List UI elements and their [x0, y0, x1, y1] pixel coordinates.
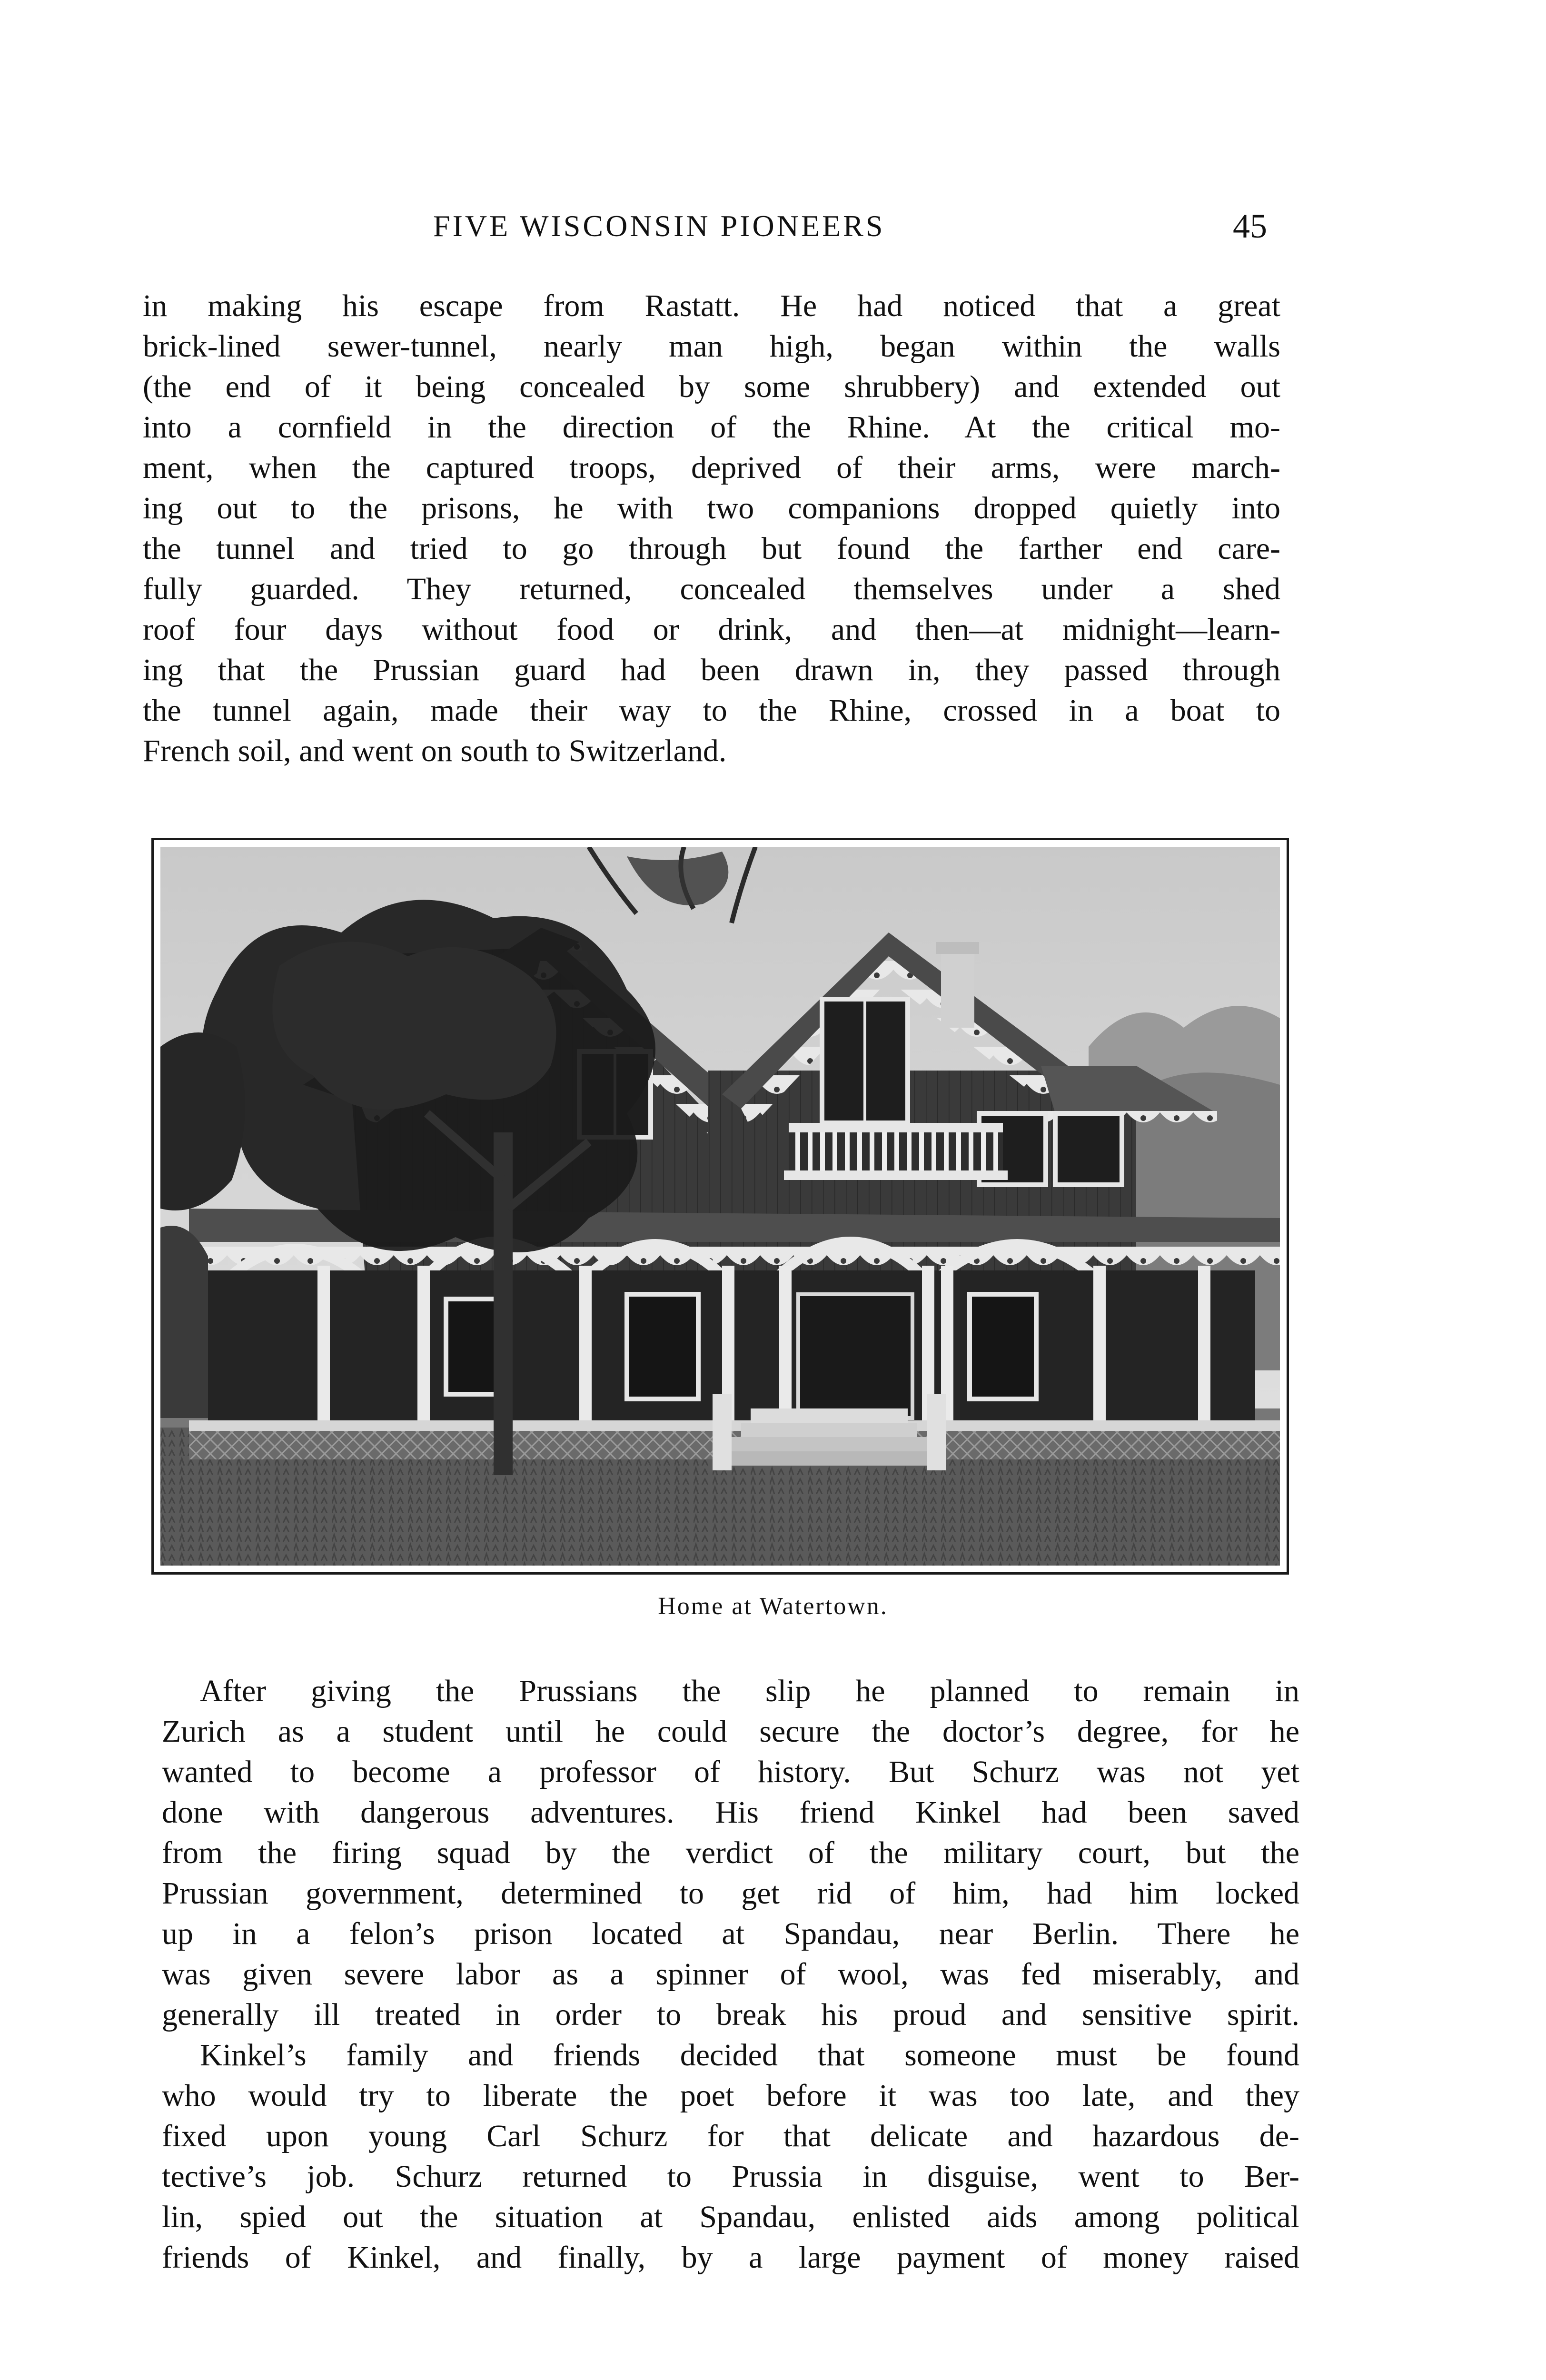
text-line: fully guarded. They returned, concealed themselves under a shed [143, 572, 1280, 606]
text-line: done with dangerous adventures. His friend Kinkel had been saved [162, 1795, 1299, 1830]
text-line: generally ill treated in order to break his proud and sensitive spirit. [162, 1997, 1299, 2032]
text-line: ment, when the captured troops, deprived of their arms, were march- [143, 450, 1280, 485]
page-number: 45 [1233, 207, 1267, 245]
running-title: FIVE WISCONSIN PIONEERS [433, 209, 885, 243]
text-line: up in a felon’s prison located at Spandau, near Berlin. There he [162, 1916, 1299, 1951]
text-line: the tunnel and tried to go through but found the farther end care- [143, 531, 1280, 566]
text-line: French soil, and went on south to Switzerland. [143, 734, 727, 768]
bottom-paragraphs [162, 1671, 1299, 2278]
text-line: brick-lined sewer-tunnel, nearly man high, began within the walls [143, 329, 1280, 364]
text-line: fixed upon young Carl Schurz for that delicate and hazardous de- [162, 2119, 1299, 2153]
text-line: roof four days without food or drink, and then—at midnight—learn- [143, 612, 1280, 647]
text-line: ing out to the prisons, he with two companions dropped quietly into [143, 491, 1280, 526]
text-line: Zurich as a student until he could secure the doctor’s degree, for he [162, 1714, 1299, 1749]
text-line: into a cornfield in the direction of the Rhine. At the critical mo- [143, 410, 1280, 445]
text-line: was given severe labor as a spinner of wool, was fed miserably, and [162, 1957, 1299, 1992]
text-line: (the end of it being concealed by some shrubbery) and extended out [143, 369, 1280, 404]
top-paragraph [143, 286, 1280, 771]
text-line: wanted to become a professor of history. But Schurz was not yet [162, 1755, 1299, 1789]
text-line: After giving the Prussians the slip he planned to remain in [200, 1674, 1299, 1708]
figure-frame [151, 838, 1289, 1575]
running-head [0, 200, 1546, 252]
text-line: ing that the Prussian guard had been drawn in, they passed through [143, 653, 1280, 687]
text-line: from the firing squad by the verdict of the military court, but the [162, 1835, 1299, 1870]
text-line: friends of Kinkel, and finally, by a large payment of money raised [162, 2240, 1299, 2275]
text-line: the tunnel again, made their way to the Rhine, crossed in a boat to [143, 693, 1280, 728]
text-line: lin, spied out the situation at Spandau, enlisted aids among political [162, 2200, 1299, 2234]
house-photo [160, 847, 1280, 1566]
text-line: tective’s job. Schurz returned to Prussia in disguise, went to Ber- [162, 2159, 1299, 2194]
text-line: Kinkel’s family and friends decided that someone must be found [200, 2038, 1299, 2073]
text-line: Prussian government, determined to get rid of him, had him locked [162, 1876, 1299, 1911]
text-line: who would try to liberate the poet before it was too late, and they [162, 2078, 1299, 2113]
figure-caption: Home at Watertown. [658, 1593, 888, 1620]
text-line: in making his escape from Rastatt. He had noticed that a great [143, 288, 1280, 323]
